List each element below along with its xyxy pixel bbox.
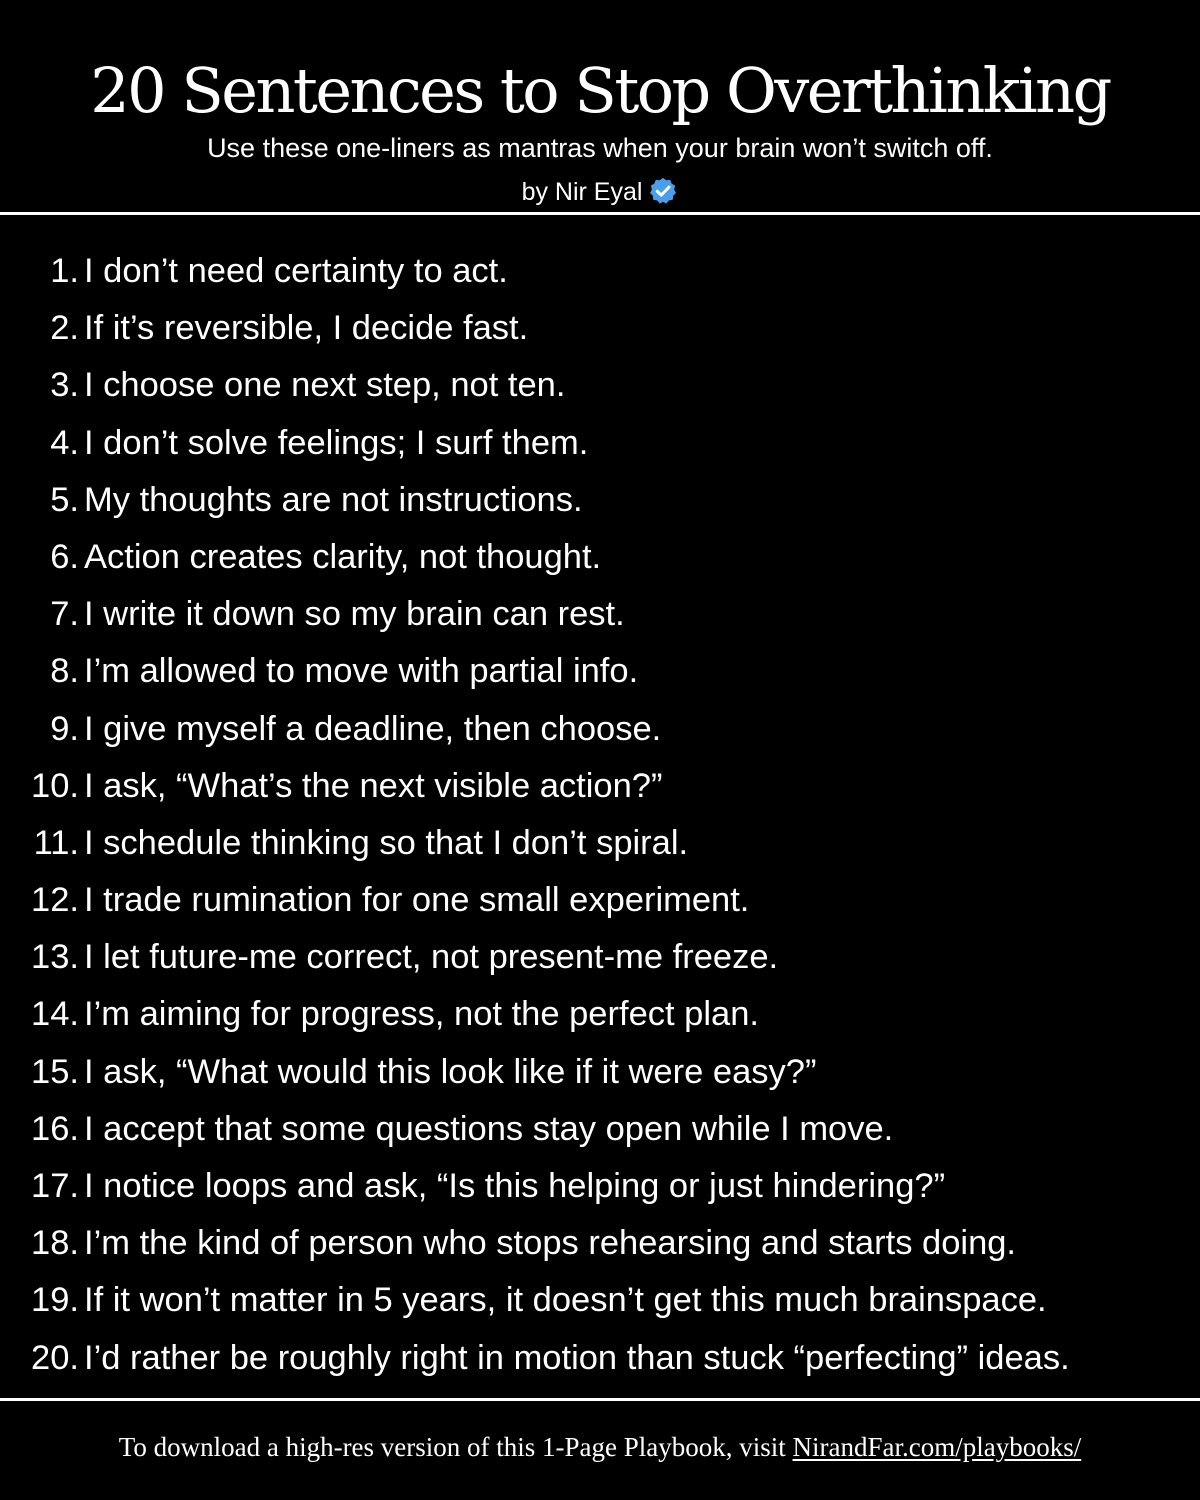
item-number: 12.	[31, 881, 79, 920]
item-text: I don’t need certainty to act.	[84, 252, 508, 290]
item-text: I’d rather be roughly right in motion than stuck “perfecting” ideas.	[84, 1338, 1070, 1377]
item-number: 7.	[50, 595, 79, 634]
list-item	[0, 758, 1200, 815]
item-text: I let future-me correct, not present-me freeze.	[84, 938, 779, 977]
list-item	[0, 1044, 1200, 1101]
list-item	[0, 701, 1200, 758]
item-text: I ask, “What’s the next visible action?”	[84, 766, 663, 805]
item-number: 16.	[31, 1109, 79, 1148]
item-number: 11.	[33, 823, 79, 862]
page-title: 20 Sentences to Stop Overthinking	[90, 54, 1110, 127]
playbooks-link[interactable]: NirandFar.com/playbooks/	[792, 1432, 1082, 1462]
item-number: 10.	[31, 766, 79, 805]
list-item	[0, 872, 1200, 929]
item-number: 6.	[50, 537, 79, 576]
item-number: 4.	[50, 423, 79, 462]
item-number: 14.	[31, 995, 79, 1034]
header-divider	[0, 212, 1200, 215]
item-number: 3.	[50, 366, 79, 405]
item-number: 8.	[50, 652, 79, 691]
footer-text: To download a high-res version of this 1-Page Playbook, visit	[118, 1432, 793, 1462]
item-number: 17.	[31, 1167, 79, 1205]
page-subtitle: Use these one-liners as mantras when your brain won’t switch off.	[207, 133, 993, 163]
item-text: If it’s reversible, I decide fast.	[84, 309, 529, 348]
item-text: I accept that some questions stay open while I move.	[84, 1109, 894, 1148]
item-text: I notice loops and ask, “Is this helping or just hindering?”	[84, 1167, 946, 1205]
item-text: I choose one next step, not ten.	[84, 366, 566, 405]
item-text: I’m the kind of person who stops rehearsing and starts doing.	[84, 1224, 1017, 1263]
byline	[0, 174, 1200, 210]
list-item	[0, 1101, 1200, 1158]
item-text: I’m allowed to move with partial info.	[84, 652, 639, 691]
item-text: Action creates clarity, not thought.	[84, 537, 602, 576]
list-item	[0, 529, 1200, 586]
header	[0, 0, 1200, 212]
item-text: I ask, “What would this look like if it were easy?”	[84, 1052, 817, 1091]
footer	[0, 1425, 1200, 1469]
list-item	[0, 1215, 1200, 1272]
list-item	[0, 1158, 1200, 1215]
list-item	[0, 357, 1200, 414]
item-number: 5.	[50, 480, 79, 519]
item-text: My thoughts are not instructions.	[84, 480, 583, 519]
item-number: 19.	[31, 1281, 79, 1320]
item-text: If it won’t matter in 5 years, it doesn’t get this much brainspace.	[84, 1281, 1047, 1320]
list-item	[0, 815, 1200, 872]
item-number: 18.	[31, 1224, 79, 1263]
item-number: 2.	[50, 309, 79, 348]
list-item	[0, 415, 1200, 472]
list-item	[0, 472, 1200, 529]
item-text: I’m aiming for progress, not the perfect plan.	[84, 995, 759, 1034]
author-name: by Nir Eyal	[521, 178, 643, 206]
verified-badge-icon	[648, 176, 678, 206]
list-item	[0, 243, 1200, 300]
list-item	[0, 986, 1200, 1043]
item-text: I don’t solve feelings; I surf them.	[84, 423, 589, 462]
item-number: 1.	[50, 252, 79, 290]
item-number: 9.	[50, 709, 79, 748]
item-text: I schedule thinking so that I don’t spiral.	[84, 823, 689, 862]
item-text: I write it down so my brain can rest.	[84, 595, 625, 634]
item-number: 15.	[31, 1052, 79, 1091]
list-item	[0, 1272, 1200, 1329]
mantra-list	[0, 243, 1200, 1387]
list-item	[0, 300, 1200, 357]
item-number: 20.	[31, 1338, 79, 1377]
footer-divider	[0, 1398, 1200, 1401]
list-item	[0, 1330, 1200, 1387]
item-number: 13.	[31, 938, 79, 977]
list-item	[0, 586, 1200, 643]
list-item	[0, 929, 1200, 986]
item-text: I give myself a deadline, then choose.	[84, 709, 662, 748]
list-item	[0, 643, 1200, 700]
item-text: I trade rumination for one small experiment.	[84, 881, 750, 920]
